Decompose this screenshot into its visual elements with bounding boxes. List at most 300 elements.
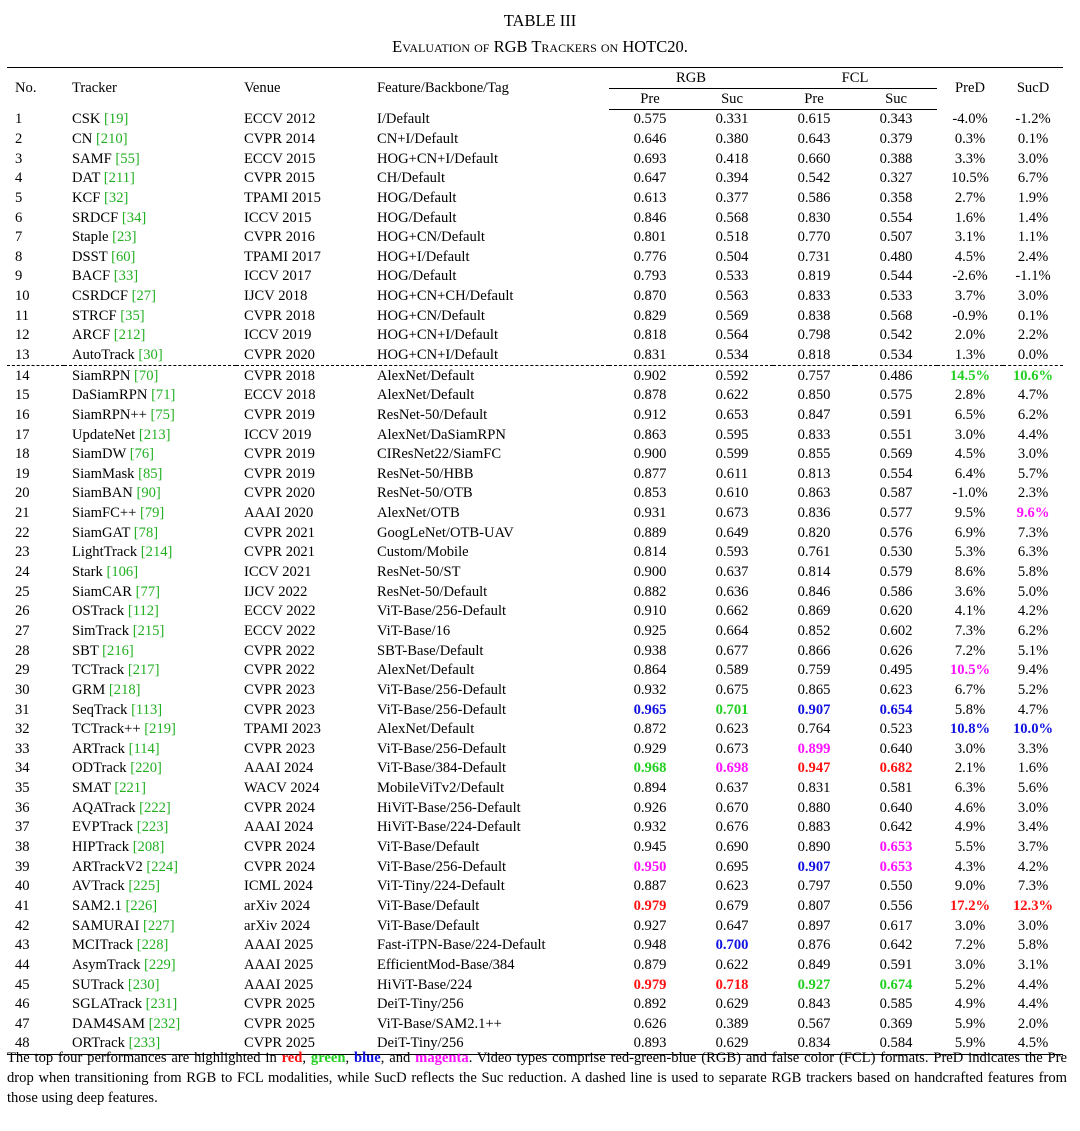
cell-feature: Custom/Mobile: [377, 544, 469, 561]
cell-fcl-pre: 0.866: [797, 642, 831, 659]
cell-fcl-suc: 0.554: [879, 209, 913, 226]
cell-rgb-pre: 0.818: [633, 327, 667, 344]
citation-link[interactable]: [76]: [129, 446, 155, 463]
citation-link[interactable]: [113]: [131, 701, 163, 718]
cell-sucd: 2.4%: [1017, 248, 1049, 265]
cell-venue: TPAMI 2015: [244, 189, 321, 206]
header-venue: Venue: [236, 68, 369, 110]
cell-fcl-pre: 0.643: [797, 130, 831, 147]
cell-fcl-suc: 0.654: [879, 701, 913, 718]
cell-rgb-pre: 0.801: [633, 229, 667, 246]
cell-fcl-suc: 0.682: [879, 760, 913, 777]
cell-venue: CVPR 2022: [244, 642, 315, 659]
cell-pred: 10.5%: [949, 662, 991, 679]
cell-no: 36: [15, 799, 30, 816]
citation-link[interactable]: [27]: [131, 288, 156, 305]
cell-sucd: 5.1%: [1017, 642, 1049, 659]
cell-pred: 3.6%: [954, 583, 986, 600]
cell-fcl-pre: 0.819: [797, 268, 831, 285]
cell-tracker: [64, 877, 236, 897]
cell-tracker: [64, 641, 236, 661]
cell-pred: 3.0%: [954, 917, 986, 934]
cell-tracker: [64, 936, 236, 956]
cell-pred: 17.2%: [949, 897, 991, 914]
table-row: [7, 956, 1063, 976]
header-rgb-pre: Pre: [609, 89, 691, 110]
tracker-name: SMAT: [72, 780, 111, 797]
table-row: [7, 720, 1063, 740]
citation-link[interactable]: [78]: [133, 524, 159, 541]
cell-rgb-pre: 0.910: [633, 603, 667, 620]
citation-link[interactable]: [32]: [104, 189, 129, 206]
cell-fcl-pre: 0.814: [797, 564, 831, 581]
cell-venue: CVPR 2019: [244, 465, 315, 482]
cell-pred: 4.9%: [954, 996, 986, 1013]
cell-pred: 3.0%: [954, 740, 986, 757]
cell-fcl-suc: 0.343: [879, 111, 913, 128]
tracker-name: DAT: [72, 170, 101, 187]
citation-link[interactable]: [71]: [151, 387, 176, 404]
cell-rgb-suc: 0.534: [691, 346, 773, 366]
table-row: [7, 798, 1063, 818]
cell-pred: 4.9%: [954, 819, 986, 836]
cell-tracker: [64, 681, 236, 701]
cell-tracker: [64, 130, 236, 150]
citation-link[interactable]: [75]: [150, 406, 175, 423]
cell-venue: AAAI 2025: [244, 976, 314, 993]
cell-rgb-suc: 0.637: [715, 564, 749, 581]
cell-feature: HOG+CN+I/Default: [377, 150, 499, 167]
cell-rgb-suc: 0.649: [715, 524, 749, 541]
cell-rgb-pre: 0.894: [633, 780, 667, 797]
table-row: [7, 366, 1063, 386]
citation-link[interactable]: [33]: [113, 268, 139, 285]
cell-no: 20: [15, 485, 30, 502]
citation-link[interactable]: [220]: [130, 760, 162, 777]
tracker-name: ODTrack: [72, 760, 127, 777]
cell-feature: HiViT-Base/256-Default: [377, 799, 521, 816]
cell-tracker: [64, 661, 236, 681]
table-row: [7, 445, 1063, 465]
cell-rgb-pre: 0.626: [633, 1015, 667, 1032]
cell-rgb-pre: 0.877: [633, 465, 667, 482]
cell-feature: ResNet-50/HBB: [377, 465, 474, 482]
citation-link[interactable]: [214]: [140, 544, 173, 561]
citation-link[interactable]: [114]: [128, 740, 160, 757]
cell-rgb-suc: 0.676: [715, 819, 749, 836]
table-row: [7, 169, 1063, 189]
cell-feature: AlexNet/Default: [377, 721, 475, 738]
cell-no: 37: [15, 819, 30, 836]
cell-rgb-pre: 0.932: [633, 681, 667, 698]
tracker-name: ARTrackV2: [72, 858, 143, 875]
cell-sucd: 1.9%: [1017, 189, 1049, 206]
cell-rgb-suc: 0.504: [715, 248, 749, 265]
table-row: [7, 838, 1063, 858]
cell-fcl-pre: 0.567: [797, 1015, 831, 1032]
cell-no: 16: [15, 406, 30, 423]
cell-sucd: 6.7%: [1017, 170, 1049, 187]
table-row: [7, 326, 1063, 346]
citation-link[interactable]: [221]: [114, 780, 146, 797]
cell-rgb-suc: 0.664: [715, 622, 749, 639]
cell-no: 17: [15, 426, 30, 443]
citation-link[interactable]: [225]: [128, 878, 160, 895]
table-footnote: [7, 1048, 1067, 1108]
cell-rgb-suc: 0.394: [715, 170, 749, 187]
cell-fcl-pre: 0.834: [773, 1034, 855, 1054]
cell-pred: 9.0%: [954, 878, 986, 895]
citation-link[interactable]: [231]: [145, 996, 178, 1013]
citation-link[interactable]: [226]: [125, 897, 158, 914]
table-row: [7, 208, 1063, 228]
cell-tracker: [64, 779, 236, 799]
cell-no: 12: [15, 327, 30, 344]
cell-feature: HOG+CN/Default: [377, 307, 485, 324]
cell-venue: CVPR 2018: [244, 367, 315, 384]
citation-link[interactable]: [224]: [146, 858, 179, 875]
cell-tracker: [64, 208, 236, 228]
citation-link[interactable]: [55]: [115, 150, 140, 167]
cell-pred: 5.3%: [954, 544, 986, 561]
cell-no: 1: [15, 111, 23, 128]
cell-rgb-pre: 0.912: [633, 406, 667, 423]
table-row: [7, 681, 1063, 701]
table-row: [7, 504, 1063, 524]
cell-fcl-pre: 0.830: [797, 209, 831, 226]
cell-feature: CIResNet22/SiamFC: [377, 446, 502, 463]
cell-pred: 1.3%: [937, 346, 1003, 366]
citation-link[interactable]: [30]: [138, 347, 163, 363]
cell-tracker: [64, 149, 236, 169]
cell-fcl-pre: 0.876: [797, 937, 831, 954]
table-caption: Evaluation of RGB Trackers on HOTC20.: [392, 37, 688, 56]
cell-feature: ViT-Base/256-Default: [377, 740, 507, 757]
citation-link[interactable]: [19]: [104, 111, 129, 128]
cell-feature: ViT-Base/Default: [377, 839, 480, 856]
citation-link[interactable]: [216]: [102, 642, 134, 659]
cell-pred: 4.1%: [954, 603, 986, 620]
cell-venue: AAAI 2024: [244, 760, 314, 777]
cell-no: 27: [15, 622, 30, 639]
citation-link[interactable]: [77]: [135, 583, 160, 600]
cell-sucd: 7.3%: [1017, 878, 1049, 895]
citation-link[interactable]: [219]: [144, 721, 176, 738]
cell-sucd: 3.0%: [1017, 150, 1049, 167]
cell-venue: AAAI 2025: [244, 956, 314, 973]
citation-link[interactable]: [112]: [127, 603, 159, 620]
cell-no: 35: [15, 780, 30, 797]
cell-fcl-suc: 0.550: [879, 878, 913, 895]
cell-fcl-suc: 0.591: [879, 956, 913, 973]
tracker-name: GRM: [72, 681, 106, 698]
cell-sucd: 3.1%: [1017, 956, 1049, 973]
cell-sucd: 4.2%: [1017, 858, 1049, 875]
table-row: [7, 641, 1063, 661]
cell-pred: 6.3%: [954, 780, 986, 797]
cell-rgb-suc: 0.629: [715, 996, 749, 1013]
cell-tracker: [64, 602, 236, 622]
cell-fcl-pre: 0.865: [797, 681, 831, 698]
cell-venue: AAAI 2025: [244, 937, 314, 954]
cell-no: 42: [15, 917, 30, 934]
table-row: [7, 1014, 1063, 1034]
cell-no: 6: [15, 209, 23, 226]
tracker-name: SBT: [72, 642, 99, 659]
cell-venue: CVPR 2018: [244, 307, 315, 324]
cell-rgb-suc: 0.647: [715, 917, 749, 934]
citation-link[interactable]: [215]: [132, 622, 165, 639]
cell-venue: CVPR 2020: [236, 346, 369, 366]
cell-rgb-suc: 0.622: [715, 387, 749, 404]
cell-pred: 3.0%: [954, 426, 986, 443]
cell-fcl-suc: 0.358: [879, 189, 913, 206]
citation-link[interactable]: [106]: [106, 564, 139, 581]
cell-fcl-suc: 0.587: [879, 485, 913, 502]
cell-no: 29: [15, 662, 30, 679]
cell-feature: ViT-Base/Default: [377, 897, 480, 914]
citation-link[interactable]: [23]: [112, 229, 137, 246]
cell-venue: CVPR 2024: [244, 839, 315, 856]
citation-link[interactable]: [35]: [120, 307, 145, 324]
tracker-name: MCITrack: [72, 937, 134, 954]
table-row: [7, 897, 1063, 917]
citation-link[interactable]: [223]: [136, 819, 169, 836]
cell-rgb-suc: 0.589: [715, 662, 749, 679]
tracker-name: LightTrack: [72, 544, 138, 561]
citation-link[interactable]: [217]: [127, 662, 160, 679]
cell-no: 38: [15, 839, 30, 856]
cell-rgb-pre: 0.879: [633, 956, 667, 973]
cell-fcl-suc: 0.575: [879, 387, 913, 404]
cell-fcl-pre: 0.761: [797, 544, 831, 561]
cell-rgb-pre: 0.646: [633, 130, 667, 147]
citation-link[interactable]: [90]: [136, 485, 161, 502]
cell-fcl-suc: 0.534: [855, 346, 937, 366]
cell-fcl-suc: 0.579: [879, 564, 913, 581]
cell-rgb-suc: 0.675: [715, 681, 749, 698]
cell-venue: IJCV 2022: [244, 583, 308, 600]
cell-feature: CH/Default: [377, 170, 446, 187]
cell-pred: 7.2%: [954, 642, 986, 659]
cell-venue: ECCV 2022: [244, 603, 316, 620]
citation-link[interactable]: [60]: [111, 248, 136, 265]
table-row: [7, 975, 1063, 995]
cell-rgb-suc: 0.593: [715, 544, 749, 561]
cell-fcl-suc: 0.586: [879, 583, 913, 600]
cell-pred: 6.4%: [954, 465, 986, 482]
cell-rgb-pre: 0.878: [633, 387, 667, 404]
footnote-sep: ,: [302, 1050, 311, 1066]
citation-link[interactable]: [213]: [138, 426, 171, 443]
citation-link[interactable]: [222]: [139, 799, 171, 816]
cell-rgb-suc: 0.623: [715, 721, 749, 738]
cell-sucd: 1.6%: [1017, 760, 1049, 777]
cell-fcl-suc: 0.327: [879, 170, 913, 187]
cell-no: 24: [15, 564, 30, 581]
citation-link[interactable]: [70]: [134, 367, 159, 384]
cell-pred: 2.8%: [954, 387, 986, 404]
citation-link[interactable]: [85]: [138, 465, 163, 482]
table-row: [7, 465, 1063, 485]
cell-venue: CVPR 2021: [244, 544, 315, 561]
cell-fcl-suc: 0.556: [879, 897, 913, 914]
cell-fcl-suc: 0.480: [879, 248, 913, 265]
cell-sucd: 3.0%: [1017, 799, 1049, 816]
citation-link[interactable]: [230]: [127, 976, 160, 993]
citation-link[interactable]: [232]: [148, 1015, 181, 1032]
cell-sucd: 3.0%: [1017, 446, 1049, 463]
cell-rgb-suc: 0.636: [715, 583, 749, 600]
tracker-name: CN: [72, 130, 93, 147]
cell-sucd: 3.0%: [1017, 288, 1049, 305]
cell-fcl-pre: 0.759: [797, 662, 831, 679]
cell-rgb-suc: 0.690: [715, 839, 749, 856]
cell-rgb-pre: 0.948: [633, 937, 667, 954]
citation-link[interactable]: [229]: [144, 956, 176, 973]
cell-tracker: [64, 622, 236, 642]
cell-no: 13: [7, 346, 64, 366]
cell-fcl-pre: 0.770: [797, 229, 831, 246]
cell-sucd: -1.1%: [1015, 268, 1051, 285]
tracker-name: SAMURAI: [72, 917, 140, 934]
cell-rgb-pre: 0.864: [633, 662, 667, 679]
cell-fcl-pre: 0.818: [773, 346, 855, 366]
table-row: [7, 700, 1063, 720]
cell-sucd: 0.0%: [1003, 346, 1063, 366]
citation-link[interactable]: [228]: [136, 937, 169, 954]
cell-venue: CVPR 2025: [236, 1034, 369, 1054]
cell-fcl-pre: 0.869: [797, 603, 831, 620]
cell-rgb-suc: 0.563: [715, 288, 749, 305]
tracker-name: SeqTrack: [72, 701, 128, 718]
cell-rgb-suc: 0.564: [715, 327, 749, 344]
cell-venue: ICCV 2015: [244, 209, 312, 226]
cell-rgb-pre: 0.613: [633, 189, 667, 206]
citation-link[interactable]: [79]: [139, 505, 165, 522]
cell-feature: HOG/Default: [377, 268, 457, 285]
cell-fcl-suc: 0.577: [879, 505, 913, 522]
tracker-name: OSTrack: [72, 603, 125, 620]
citation-link[interactable]: [218]: [108, 681, 141, 698]
cell-fcl-suc: 0.542: [879, 327, 913, 344]
cell-rgb-suc: 0.718: [715, 976, 749, 993]
cell-fcl-pre: 0.947: [797, 760, 831, 777]
table-row: [7, 130, 1063, 150]
cell-rgb-pre: 0.945: [633, 839, 667, 856]
cell-tracker: [64, 995, 236, 1015]
cell-fcl-pre: 0.831: [797, 780, 831, 797]
cell-rgb-suc: 0.679: [715, 897, 749, 914]
cell-rgb-suc: 0.331: [715, 111, 749, 128]
cell-sucd: 1.1%: [1017, 229, 1049, 246]
citation-link[interactable]: [211]: [103, 170, 135, 187]
cell-fcl-pre: 0.897: [797, 917, 831, 934]
cell-sucd: 2.2%: [1017, 327, 1049, 344]
cell-fcl-pre: 0.907: [797, 701, 831, 718]
cell-fcl-suc: 0.369: [879, 1015, 913, 1032]
cell-pred: -1.0%: [952, 485, 988, 502]
cell-pred: 4.6%: [954, 799, 986, 816]
cell-venue: CVPR 2025: [244, 1015, 315, 1032]
cell-tracker: [64, 326, 236, 346]
cell-rgb-pre: 0.776: [633, 248, 667, 265]
cell-pred: 2.7%: [954, 189, 986, 206]
cell-venue: CVPR 2025: [244, 996, 315, 1013]
cell-fcl-pre: 0.797: [797, 878, 831, 895]
cell-fcl-pre: 0.883: [797, 819, 831, 836]
cell-pred: 7.3%: [954, 622, 986, 639]
citation-link[interactable]: [233]: [128, 1035, 161, 1052]
cell-pred: 5.5%: [954, 839, 986, 856]
cell-rgb-pre: 0.938: [633, 642, 667, 659]
cell-tracker: [64, 228, 236, 248]
tracker-name: KCF: [72, 189, 101, 206]
cell-feature: HOG+CN/Default: [377, 229, 485, 246]
cell-feature: DeiT-Tiny/256: [369, 1034, 609, 1054]
cell-rgb-pre: 0.846: [633, 209, 667, 226]
cell-rgb-pre: 0.929: [633, 740, 667, 757]
cell-fcl-pre: 0.850: [797, 387, 831, 404]
cell-fcl-suc: 0.576: [879, 524, 913, 541]
cell-venue: IJCV 2018: [244, 288, 308, 305]
citation-link[interactable]: [208]: [132, 839, 165, 856]
cell-feature: ViT-Base/256-Default: [377, 858, 507, 875]
tracker-name: TCTrack++: [72, 721, 141, 738]
table-row: [7, 877, 1063, 897]
cell-sucd: 3.7%: [1017, 839, 1049, 856]
cell-rgb-pre: 0.900: [633, 564, 667, 581]
cell-fcl-suc: 0.569: [879, 446, 913, 463]
footnote-red: red: [281, 1050, 303, 1066]
cell-sucd: 3.4%: [1017, 819, 1049, 836]
table-row: [7, 110, 1063, 130]
citation-link[interactable]: [227]: [142, 917, 175, 934]
cell-feature: AlexNet/Default: [377, 367, 475, 384]
cell-feature: HOG/Default: [377, 189, 457, 206]
table-row: [7, 543, 1063, 563]
citation-link[interactable]: [34]: [121, 209, 147, 226]
cell-feature: ViT-Base/SAM2.1++: [377, 1015, 502, 1032]
cell-rgb-pre: 0.892: [633, 996, 667, 1013]
cell-sucd: 5.0%: [1017, 583, 1049, 600]
tracker-name: STRCF: [72, 307, 117, 324]
cell-pred: 3.7%: [954, 288, 986, 305]
cell-feature: ResNet-50/Default: [377, 583, 488, 600]
citation-link[interactable]: [210]: [95, 130, 128, 147]
cell-rgb-suc: 0.610: [715, 485, 749, 502]
cell-no: 33: [15, 740, 30, 757]
table-row: [7, 622, 1063, 642]
cell-rgb-suc: 0.595: [715, 426, 749, 443]
cell-no: 34: [15, 760, 30, 777]
cell-sucd: 5.6%: [1017, 780, 1049, 797]
table-row: [7, 287, 1063, 307]
cell-pred: -2.6%: [952, 268, 988, 285]
cell-no: 18: [15, 446, 30, 463]
cell-venue: ICCV 2019: [244, 327, 312, 344]
citation-link[interactable]: [212]: [113, 327, 146, 344]
cell-fcl-suc: 0.533: [879, 288, 913, 305]
tracker-name: AutoTrack: [72, 347, 135, 363]
cell-no: 45: [15, 976, 30, 993]
table-row: [7, 916, 1063, 936]
cell-feature: ResNet-50/OTB: [377, 485, 473, 502]
tracker-name: SiamCAR: [72, 583, 133, 600]
cell-rgb-suc: 0.698: [715, 760, 749, 777]
cell-no: 3: [15, 150, 23, 167]
cell-rgb-pre: 0.926: [633, 799, 667, 816]
